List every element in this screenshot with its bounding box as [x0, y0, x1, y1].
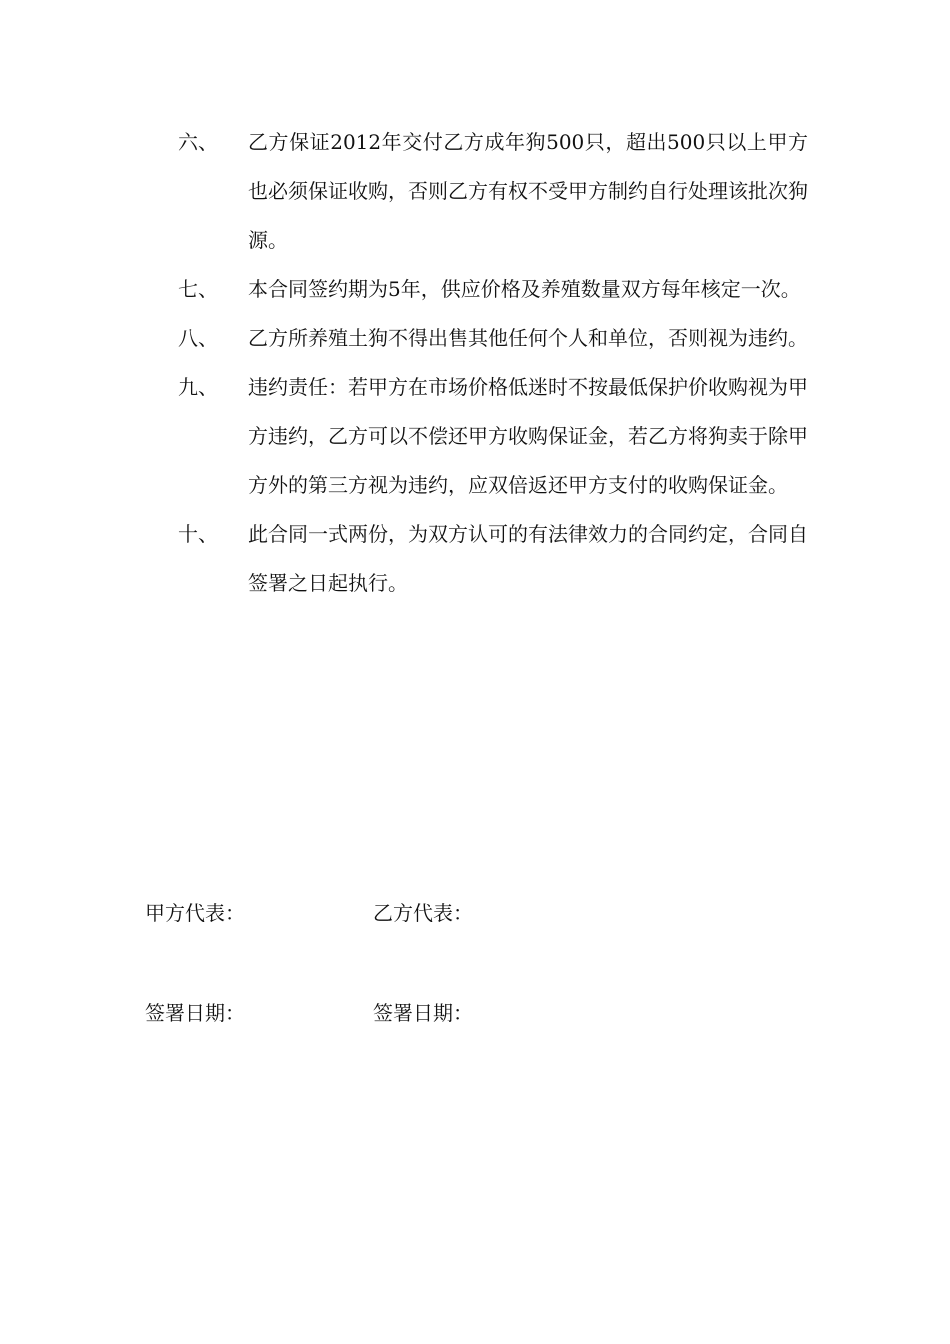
clause-text: 违约责任：若甲方在市场价格低迷时不按最低保护价收购视为甲方违约，乙方可以不偿还甲方收购保证金，若乙方将狗卖于除甲方外的第三方视为违约，应双倍返还甲方支付的收购保证金。: [248, 375, 808, 497]
clause-text: 乙方保证2012年交付乙方成年狗500只，超出500只以上甲方也必须保证收购，否则乙方有权不受甲方制约自行处理该批次狗源。: [248, 130, 808, 252]
clause-number: 七、: [178, 277, 218, 301]
party-a-representative-label: 甲方代表：: [145, 901, 245, 925]
clause-number: 六、: [178, 130, 218, 154]
clause-8: [178, 314, 808, 363]
party-b-representative-label: 乙方代表：: [373, 901, 473, 925]
clause-number: 九、: [178, 375, 218, 399]
party-a-date-label: 签署日期：: [145, 1001, 245, 1025]
clause-9: [178, 363, 808, 510]
clause-10: [178, 510, 808, 608]
clause-6: [178, 118, 808, 265]
clause-text: 本合同签约期为5年，供应价格及养殖数量双方每年核定一次。: [248, 277, 801, 301]
contract-clauses: [178, 118, 808, 608]
clause-7: [178, 265, 808, 314]
clause-number: 十、: [178, 522, 218, 546]
clause-text: 此合同一式两份，为双方认可的有法律效力的合同约定，合同自签署之日起执行。: [248, 522, 808, 595]
clause-text: 乙方所养殖土狗不得出售其他任何个人和单位，否则视为违约。: [248, 326, 808, 350]
clause-number: 八、: [178, 326, 218, 350]
party-b-date-label: 签署日期：: [373, 1001, 473, 1025]
